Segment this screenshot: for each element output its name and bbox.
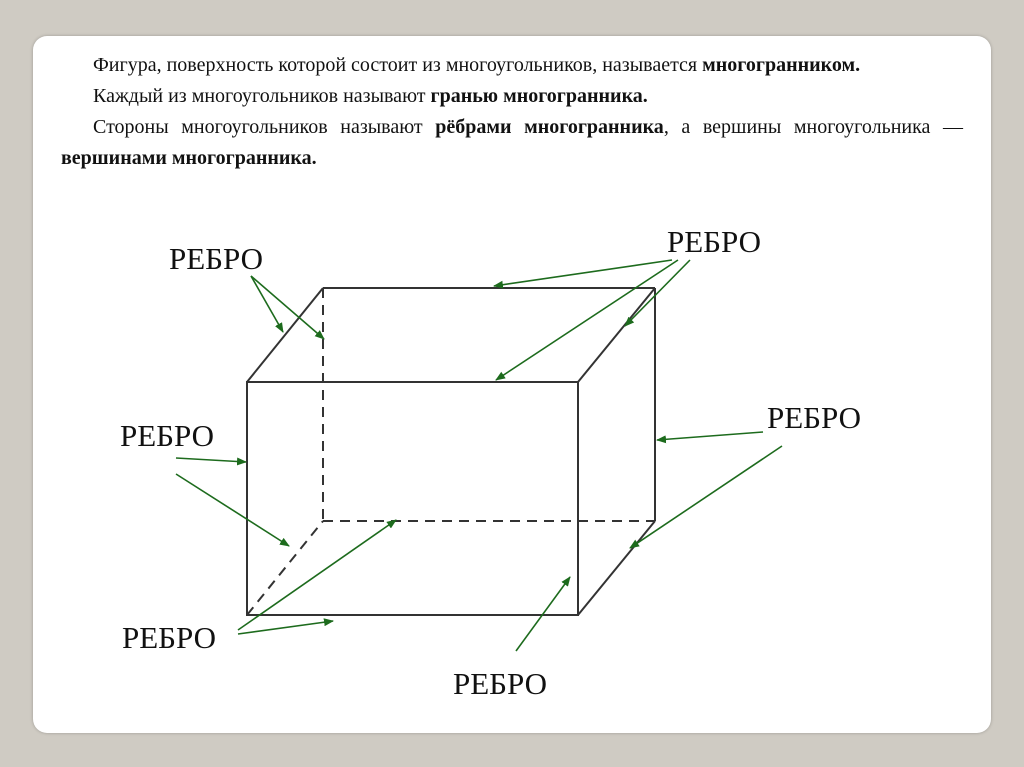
edge-bottom-right <box>578 521 655 615</box>
parallelepiped <box>247 288 655 615</box>
hidden-edge-bottom-left <box>247 521 323 615</box>
edge-top-right <box>578 288 655 382</box>
arrow-mr-1 <box>657 432 763 440</box>
label-edge-bottom-left: РЕБРО <box>122 620 216 655</box>
arrow-tr-3 <box>625 260 690 326</box>
label-edge-mid-left: РЕБРО <box>120 418 214 453</box>
arrow-ml-1 <box>176 458 246 462</box>
edge-top-left <box>247 288 323 382</box>
front-face <box>247 382 578 615</box>
arrow-tl-1 <box>251 276 283 332</box>
arrow-ml-2 <box>176 474 289 546</box>
label-edge-top-right: РЕБРО <box>667 224 761 259</box>
definition-face: Каждый из многоугольников называют гранью многогранника. <box>93 85 648 107</box>
arrow-bl-2 <box>238 621 333 634</box>
arrow-tr-2 <box>496 260 678 380</box>
label-edge-mid-right: РЕБРО <box>767 400 861 435</box>
arrow-tl-2 <box>251 276 324 339</box>
label-edge-top-left: РЕБРО <box>169 241 263 276</box>
arrow-mr-2 <box>630 446 782 548</box>
arrow-bl-1 <box>238 520 396 630</box>
edge-arrows <box>176 260 782 651</box>
definition-polyhedron: Фигура, поверхность которой состоит из многоугольников, называется многогранником. <box>93 54 861 76</box>
label-edge-bottom-center: РЕБРО <box>453 666 547 701</box>
definition-edges-vertices: Стороны многоугольников называют рёбрами многогранника, а вершины многоугольника — вершинами многогранника. <box>61 116 963 169</box>
